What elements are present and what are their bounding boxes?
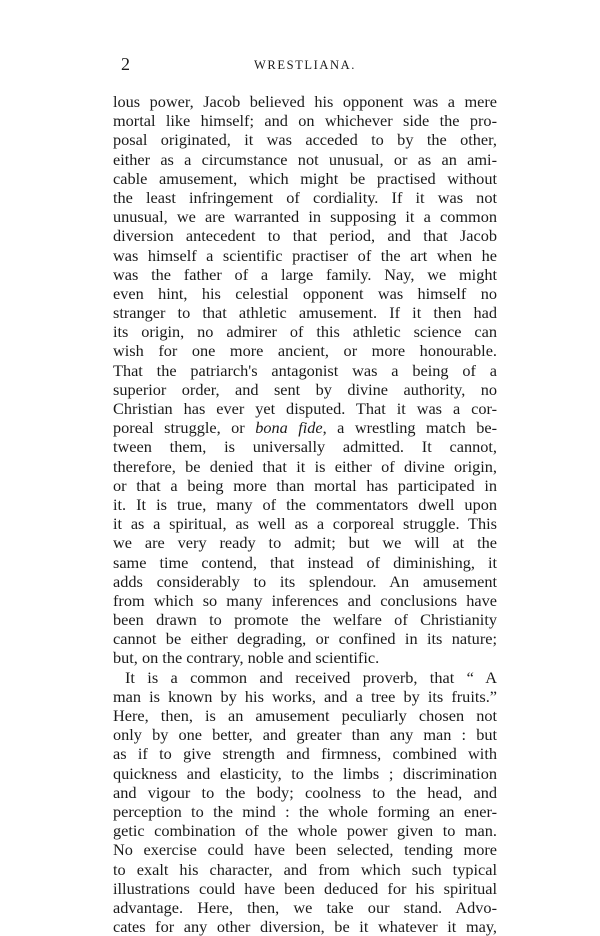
text-line: to exalt his character, and from which such typical (113, 859, 497, 879)
text-line: stranger to that athletic amusement. If it then had (113, 303, 497, 323)
text-line: same time contend, that instead of diminishing, it (113, 552, 497, 572)
text-line: or that a being more than mortal has participated in (113, 475, 497, 495)
text-line: Christian has ever yet disputed. That it was a cor- (113, 399, 497, 418)
text-line: either as a circumstance not unusual, or as an ami- (113, 149, 497, 169)
text-line: It is a common and received proverb, that “ A (125, 667, 497, 687)
text-line: lous power, Jacob believed his opponent was a mere (113, 92, 497, 111)
text-line: quickness and elasticity, to the limbs ; discrimination (113, 763, 497, 783)
text-line: adds considerably to its splendour. An amusement (113, 571, 497, 591)
text-line: man is known by his works, and a tree by its fruits.” (113, 686, 497, 706)
running-head: WRESTLIANA. (254, 58, 356, 72)
text-line: it. It is true, many of the commentators dwell upon (113, 494, 497, 514)
page-number: 2 (121, 54, 130, 74)
page-header (113, 54, 497, 78)
text-line: tween them, is universally admitted. It cannot, (113, 437, 497, 457)
text-line: illustrations could have been deduced for his spiritual (113, 878, 497, 898)
text-line: only by one better, and greater than any man : but (113, 725, 497, 745)
text-line: been drawn to promote the welfare of Christianity (113, 610, 497, 630)
text-line: from which so many inferences and conclusions have (113, 590, 497, 610)
text-line: was himself a scientific practiser of the art when he (113, 245, 497, 265)
text-line: its origin, no admirer of this athletic science can (113, 322, 497, 342)
body-text (113, 92, 497, 936)
text-line: advantage. Here, then, we take our stand. Advo- (113, 897, 497, 917)
text-line: and vigour to the body; coolness to the head, and (113, 782, 497, 802)
text-line: cannot be either degrading, or confined in its nature; (113, 629, 497, 649)
text-line: cates for any other diversion, be it whatever it may, (113, 917, 497, 936)
text-line: Here, then, is an amusement peculiarly chosen not (113, 706, 497, 725)
text-line: we are very ready to admit; but we will at the (113, 533, 497, 553)
text-line: wish for one more ancient, or more honourable. (113, 341, 497, 361)
text-line: cable amusement, which might be practised without (113, 168, 497, 188)
text-line: unusual, we are warranted in supposing it a common (113, 207, 497, 227)
text-line: it as a spiritual, as well as a corporeal struggle. This (113, 514, 497, 534)
text-line: superior order, and sent by divine authority, no (113, 379, 497, 399)
text-line: posal originated, it was acceded to by the other, (113, 130, 497, 150)
text-line: even hint, his celestial opponent was himself no (113, 283, 497, 303)
text-line: was the father of a large family. Nay, we might (113, 264, 497, 284)
text-line: No exercise could have been selected, tending more (113, 840, 497, 860)
text-line: getic combination of the whole power given to man. (113, 821, 497, 841)
text-line: mortal like himself; and on whichever side the pro- (113, 111, 497, 131)
text-line: but, on the contrary, noble and scientific. (113, 648, 380, 668)
text-line: perception to the mind : the whole forming an ener- (113, 801, 497, 821)
text-line: diversion antecedent to that period, and that Jacob (113, 226, 497, 246)
text-line: That the patriarch's antagonist was a being of a (113, 360, 497, 380)
text-line: as if to give strength and firmness, combined with (113, 744, 497, 764)
text-line: poreal struggle, or bona fide, a wrestling match be- (113, 418, 497, 438)
text-line: the least infringement of cordiality. If it was not (113, 187, 497, 207)
text-line: therefore, be denied that it is either of divine origin, (113, 456, 497, 476)
